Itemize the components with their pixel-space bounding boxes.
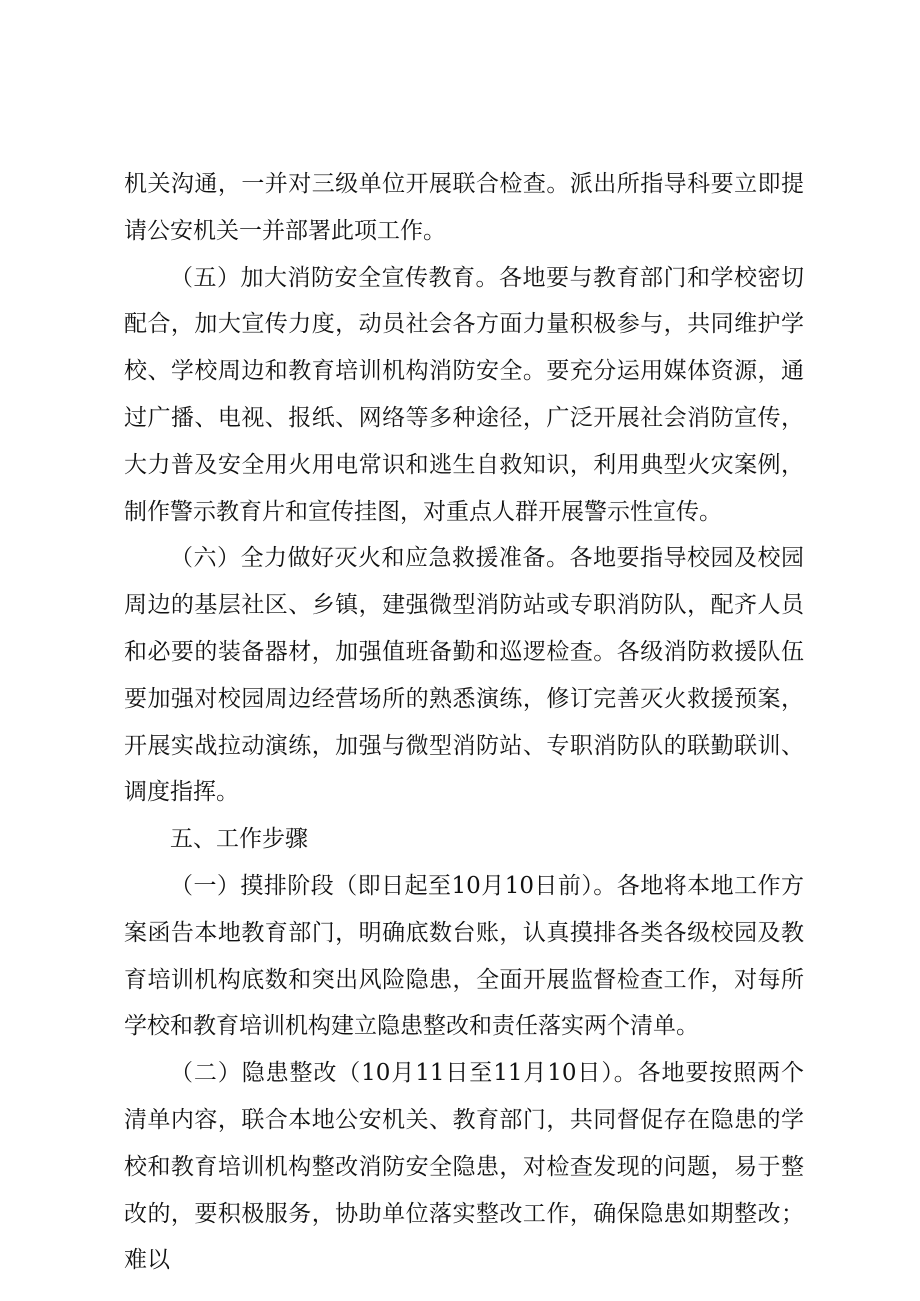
section-heading-work-steps: 五、工作步骤 <box>170 826 308 853</box>
paragraph-rescue-preparation: （六）全力做好灭火和应急救援准备。各地要指导校园及校园周边的基层社区、乡镇，建强微型消防站或专职消防队，配齐人员和必要的装备器材，加强值班备勤和巡逻检查。各级消防救援队伍要加强对校园周边经营场所的熟悉演练，修订完善灭火救援预案，开展实战拉动演练，加强与微型消防站、专职消防队的联勤联训、调度指挥。 <box>124 545 804 806</box>
paragraph-continuation: 机关沟通，一并对三级单位开展联合检查。派出所指导科要立即提请公安机关一并部署此项工作。 <box>124 171 804 244</box>
paragraph-publicity-education: （五）加大消防安全宣传教育。各地要与教育部门和学校密切配合，加大宣传力度，动员社会各方面力量积极参与，共同维护学校、学校周边和教育培训机构消防安全。要充分运用媒体资源，通过广播、电视、报纸、网络等多种途径，广泛开展社会消防宣传，大力普及安全用火用电常识和逃生自救知识，利用典型火灾案例，制作警示教育片和宣传挂图，对重点人群开展警示性宣传。 <box>124 264 804 525</box>
document-body <box>124 161 804 1284</box>
paragraph-rectification-stage: （二）隐患整改（10月11日至11月10日）。各地要按照两个清单内容，联合本地公安机关、教育部门，共同督促存在隐患的学校和教育培训机构整改消防安全隐患，对检查发现的问题，易于整改的，要积极服务，协助单位落实整改工作，确保隐患如期整改；难以 <box>124 1060 804 1274</box>
paragraph-survey-stage: （一）摸排阶段（即日起至10月10日前）。各地将本地工作方案函告本地教育部门，明确底数台账，认真摸排各类各级校园及教育培训机构底数和突出风险隐患，全面开展监督检查工作，对每所学校和教育培训机构建立隐患整改和责任落实两个清单。 <box>124 872 804 1040</box>
